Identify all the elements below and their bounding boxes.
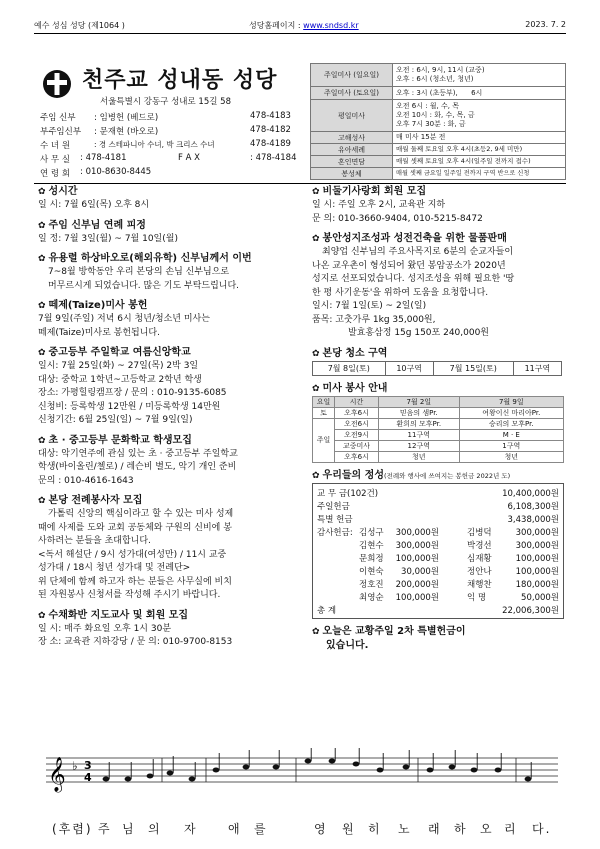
staff-directory [40,110,302,180]
offering-row: 이현숙 30,000원 정안나 100,000원 [359,566,559,577]
note-head [353,762,360,767]
offering-section: ✿ 우리들의 정성(전례와 행사에 쓰여지는 봉헌금 2022년 도) 교 무 금(102건) 10,400,000원 주일헌금 6,108,300원 특별 헌금 3,438,000원 감사헌금: 김성구 300,000원 김병덕 300,000원 김현수 300,000원 박경선 300,000원 문희정 100,000원 심재황 100,000원 이현숙 30,000원 정안나 100,000원 정호진 200,000원 채행찬 180,000원 최영순 100,000원 익 명 50,000원 총 계 22,006,300원 [312,469,570,619]
notice-section: ✿ 떼제(Taize)미사 봉헌 7월 9일(주일) 저녁 6시 청년/청소년 미사는 떼제(Taize)미사로 봉헌됩니다. [38,300,210,338]
mass-value: 매 미사 15분 전 [393,132,566,144]
lyric-syllable: 리 [504,822,518,836]
lyric-syllable: (후렴) [52,822,93,836]
homepage: 성당홈페이지 : www.sndsd.kr [249,21,359,30]
church-address: 서울특별시 강동구 성내로 15길 58 [100,97,231,107]
treble-clef-icon: 𝄞 [48,757,66,792]
lyric-syllable: 주 [98,822,112,836]
flower-icon: ✿ [312,187,320,197]
notice-section: ✿ 주임 신부님 연례 피정 일 정: 7월 3일(월) ~ 7월 10일(월) [38,219,178,244]
staff-row: 부주임신부 : 문재현 (바오로) 478-4182 [40,125,291,137]
note-head [449,765,456,770]
note-head [213,768,220,773]
note-head [525,777,532,782]
mass-value: 매월 둘째 토요일 오후 4시(초등2, 9세 미만) [393,144,566,156]
table-row: 주일 오전6시 환희의 모후Pr. 승리의 모후Pr. [313,418,564,429]
homepage-link[interactable]: www.sndsd.kr [303,21,359,30]
lyric-syllable: 하 [454,822,468,836]
notice-section: ✿ 초 · 중고등부 문화학교 학생모집 대상: 악기연주에 관심 있는 초 · 중고등부 주일학교 학생(바이올린/첼로) / 레슨비 별도, 악기 개인 준비 문의 : 010-4616-1643 [38,434,238,486]
church-cross-logo-icon [42,69,72,99]
note-head [273,765,280,770]
left-column [38,185,300,656]
flower-icon: ✿ [38,348,46,358]
special-section: ✿ 오늘은 교황주일 2차 특별헌금이 있습니다. [312,625,466,651]
offering-box [312,483,564,619]
flat-icon: ♭ [72,759,78,773]
cleaning-section: ✿ 본당 청소 구역 7월 8일(토) 10구역 7월 15일(토) 11구역 [312,347,570,376]
note-head [329,759,336,764]
offering-row: 최영순 100,000원 익 명 50,000원 [359,592,559,603]
serve-table: 요일 시간 7월 2일 7월 9일 토 오후6시 믿음의 샘Pr. 여왕이신 마리아Pr. 주일 오전6시 환희의 모후Pr. 승리의 모후Pr. 오전9시 11구역 M · E 교중미사 12구역 1구역 오후6시 청년 청년 [312,396,564,463]
cleaning-table: 7월 8일(토) 10구역 7월 15일(토) 11구역 [312,361,562,376]
flower-icon: ✿ [38,220,46,231]
flower-icon: ✿ [312,470,320,481]
youth-row: 연 령 회 : 010-8630-8445 [40,167,152,179]
offering-row: 정호진 200,000원 채행찬 180,000원 [359,579,559,590]
note-head [147,774,154,779]
note-head [377,768,384,773]
lyric-syllable: 원 [342,822,356,836]
time-sig-top: 3 [84,759,92,772]
staff-row: 주임 신부 : 임병헌 (베드로) 478-4183 [40,111,291,123]
note-head [305,759,312,764]
offering-row: 특별 헌금 3,438,000원 [317,514,559,525]
staff-row: 수 녀 원 : 경 스테파니아 수녀, 박 크리스 수녀 478-4189 [40,139,291,151]
issue-date: 2023. 7. 2 [525,20,566,29]
mass-value: 오전 : 6시, 9시, 11시 (교중) 오후 : 6시 (청소년, 청년) [393,64,566,87]
note-head [167,771,174,776]
note-head [125,777,132,782]
notice-section: ✿ 성시간 일 시: 7월 6일(목) 오후 8시 [38,186,150,210]
offering-row: 교 무 금(102건) 10,400,000원 [317,488,559,499]
note-head [471,768,478,773]
table-row: 토 오후6시 믿음의 샘Pr. 여왕이신 마리아Pr. [313,407,564,418]
serve-section: ✿ 미사 봉사 안내 요일 시간 7월 2일 7월 9일 토 오후6시 믿음의 샘Pr. 여왕이신 마리아Pr. 주일 오전6시 환희의 모후Pr. 승리의 모후Pr. 오전9시 11구역 M · E 교중미사 12구역 1구역 오후6시 청년 청년 [312,382,570,463]
flower-icon: ✿ [38,254,46,264]
note-head [189,777,196,782]
flower-icon: ✿ [38,496,46,506]
offering-row: 감사헌금: 김성구 300,000원 김병덕 300,000원 [317,527,559,538]
flower-icon: ✿ [38,435,46,446]
lyric-syllable: 애 [228,822,242,836]
parish-issue: 예수 성심 성당 (제1064 ) [34,21,125,30]
lyric-syllable: 영 [314,822,328,836]
flower-icon: ✿ [38,610,46,621]
note-head [103,777,110,782]
lyric-syllable: 를 [254,822,268,836]
table-row: 오전9시 11구역 M · E [313,429,564,440]
shrine-section: ✿ 봉안성지조성과 성전건축을 위한 물품판매 최양업 신부님의 주요사목지로 6분의 순교자들이 나온 교우촌이 형성되어 왔던 봉암공소가 2020년 성지로 선포되었습니다. 성지조성을 위해 필요한 '땅 한 평 사기운동'을 위하여 도움을 요청합니다. 일시: 7월 1일(토) ~ 2일(일) 품목: 고춧가루 1kg 35,000원, 발효홍삼정 15g 150포 240,000원 [312,233,515,338]
mass-value: 매월 셋째 토요일 오후 4시(일주일 전까지 접수) [393,156,566,168]
office-row: 사 무 실 : 478-4181 F A X : 478-4184 [40,153,297,165]
top-bar [34,20,566,31]
mass-value: 매월 셋째 금요일 일주일 전까지 구역 반으로 신청 [393,168,566,180]
rosary-section: ✿ 비둘기사랑회 회원 모집 일 시: 주일 오후 2시, 교육관 지하 문 의: 010-3660-9404, 010-5215-8472 [312,186,483,224]
flower-icon: ✿ [38,301,46,311]
lyric-syllable: 자 [184,822,198,836]
lyric-syllable: 의 [148,822,162,836]
table-row: 교중미사 12구역 1구역 [313,440,564,451]
notice-section: ✿ 본당 전례봉사자 모집 가톨릭 신앙의 핵심이라고 할 수 있는 미사 성제 때에 사제를 도와 교회 공동체와 구원의 신비에 봉 사하려는 분들을 초대합니다. <독서 해설단 / 9시 성가대(여성만) / 11시 교중 성가대 / 18시 청년 성가대 및 전례단> 위 단체에 함께 하고자 하는 분들은 사무실에 비치 된 자원봉사 신청서를 작성해 주시기 바랍니다. [38,495,234,600]
lyric-syllable: 오 [480,822,494,836]
lyric-syllable: 다. [532,822,552,836]
offering-row: 총 계 22,006,300원 [317,605,559,616]
flower-icon: ✿ [312,234,320,244]
mass-value: 오후 : 3시 (초등부), 6시 [393,87,566,100]
offering-row: 문희정 100,000원 심재황 100,000원 [359,553,559,564]
mass-schedule-table: 주일미사 (일요일) 오전 : 6시, 9시, 11시 (교중) 오후 : 6시 (청소년, 청년) 주일미사 (토요일) 오후 : 3시 (초등부), 6시 평일미사 오전 6시 : 월, 수, 목 오전 10시 : 화, 수, 목, 금 오후 7시 30분 : 화, 금 고해성사 매 미사 15분 전 유아세례 매월 둘째 토요일 오후 4시(초등2, 9세 미만) 혼인면담 매월 셋째 토요일 오후 4시(일주일 전까지 접수) 봉성체 매월 셋째 금요일 일주일 전까지 구역 반으로 신청 [310,63,566,180]
top-rule [34,33,566,34]
note-head [427,768,434,773]
offering-row: 주일헌금 6,108,300원 [317,501,559,512]
lyric-syllable: 히 [368,822,382,836]
flower-icon: ✿ [312,348,320,359]
note-head [243,765,250,770]
time-sig-bottom: 4 [84,771,92,784]
header-rule [34,183,566,184]
table-row: 오후6시 청년 청년 [313,451,564,462]
note-head [403,765,410,770]
church-title: 천주교 성내동 성당 [82,68,278,93]
flower-icon: ✿ [312,626,320,637]
mass-value: 오전 6시 : 월, 수, 목 오전 10시 : 화, 수, 목, 금 오후 7시 30분 : 화, 금 [393,100,566,132]
notice-section: ✿ 중고등부 주일학교 여름신앙학교 일시: 7월 25일(화) ~ 27일(목) 2박 3일 대상: 중학교 1학년~고등학교 2학년 학생 장소: 가평힐링캠프장 / 문의 : 010-9135-6085 신청비: 등록학생 12만원 / 미등록학생 14만원 신청기간: 6월 25일(일) ~ 7월 9일(일) [38,347,227,425]
offering-row: 김현수 300,000원 박경선 300,000원 [359,540,559,551]
lyric-syllable: 노 [398,822,412,836]
flower-icon: ✿ [38,187,46,197]
notice-section: ✿ 수채화반 지도교사 및 회원 모집 일 시: 매주 화요일 오후 1시 30분 장 소: 교육관 지하강당 / 문 의: 010-9700-8153 [38,609,233,647]
right-column [312,185,570,658]
hymn-score [46,748,558,808]
flower-icon: ✿ [312,383,320,394]
note-head [495,768,502,773]
lyric-syllable: 래 [428,822,442,836]
notice-section: ✿ 유용렬 하상바오로(해외유학) 신부님께서 이번 7~8월 방학동안 우리 본당의 손님 신부님으로 머무르시게 되었습니다. 많은 기도 부탁드립니다. [38,253,252,291]
lyric-syllable: 님 [122,822,136,836]
